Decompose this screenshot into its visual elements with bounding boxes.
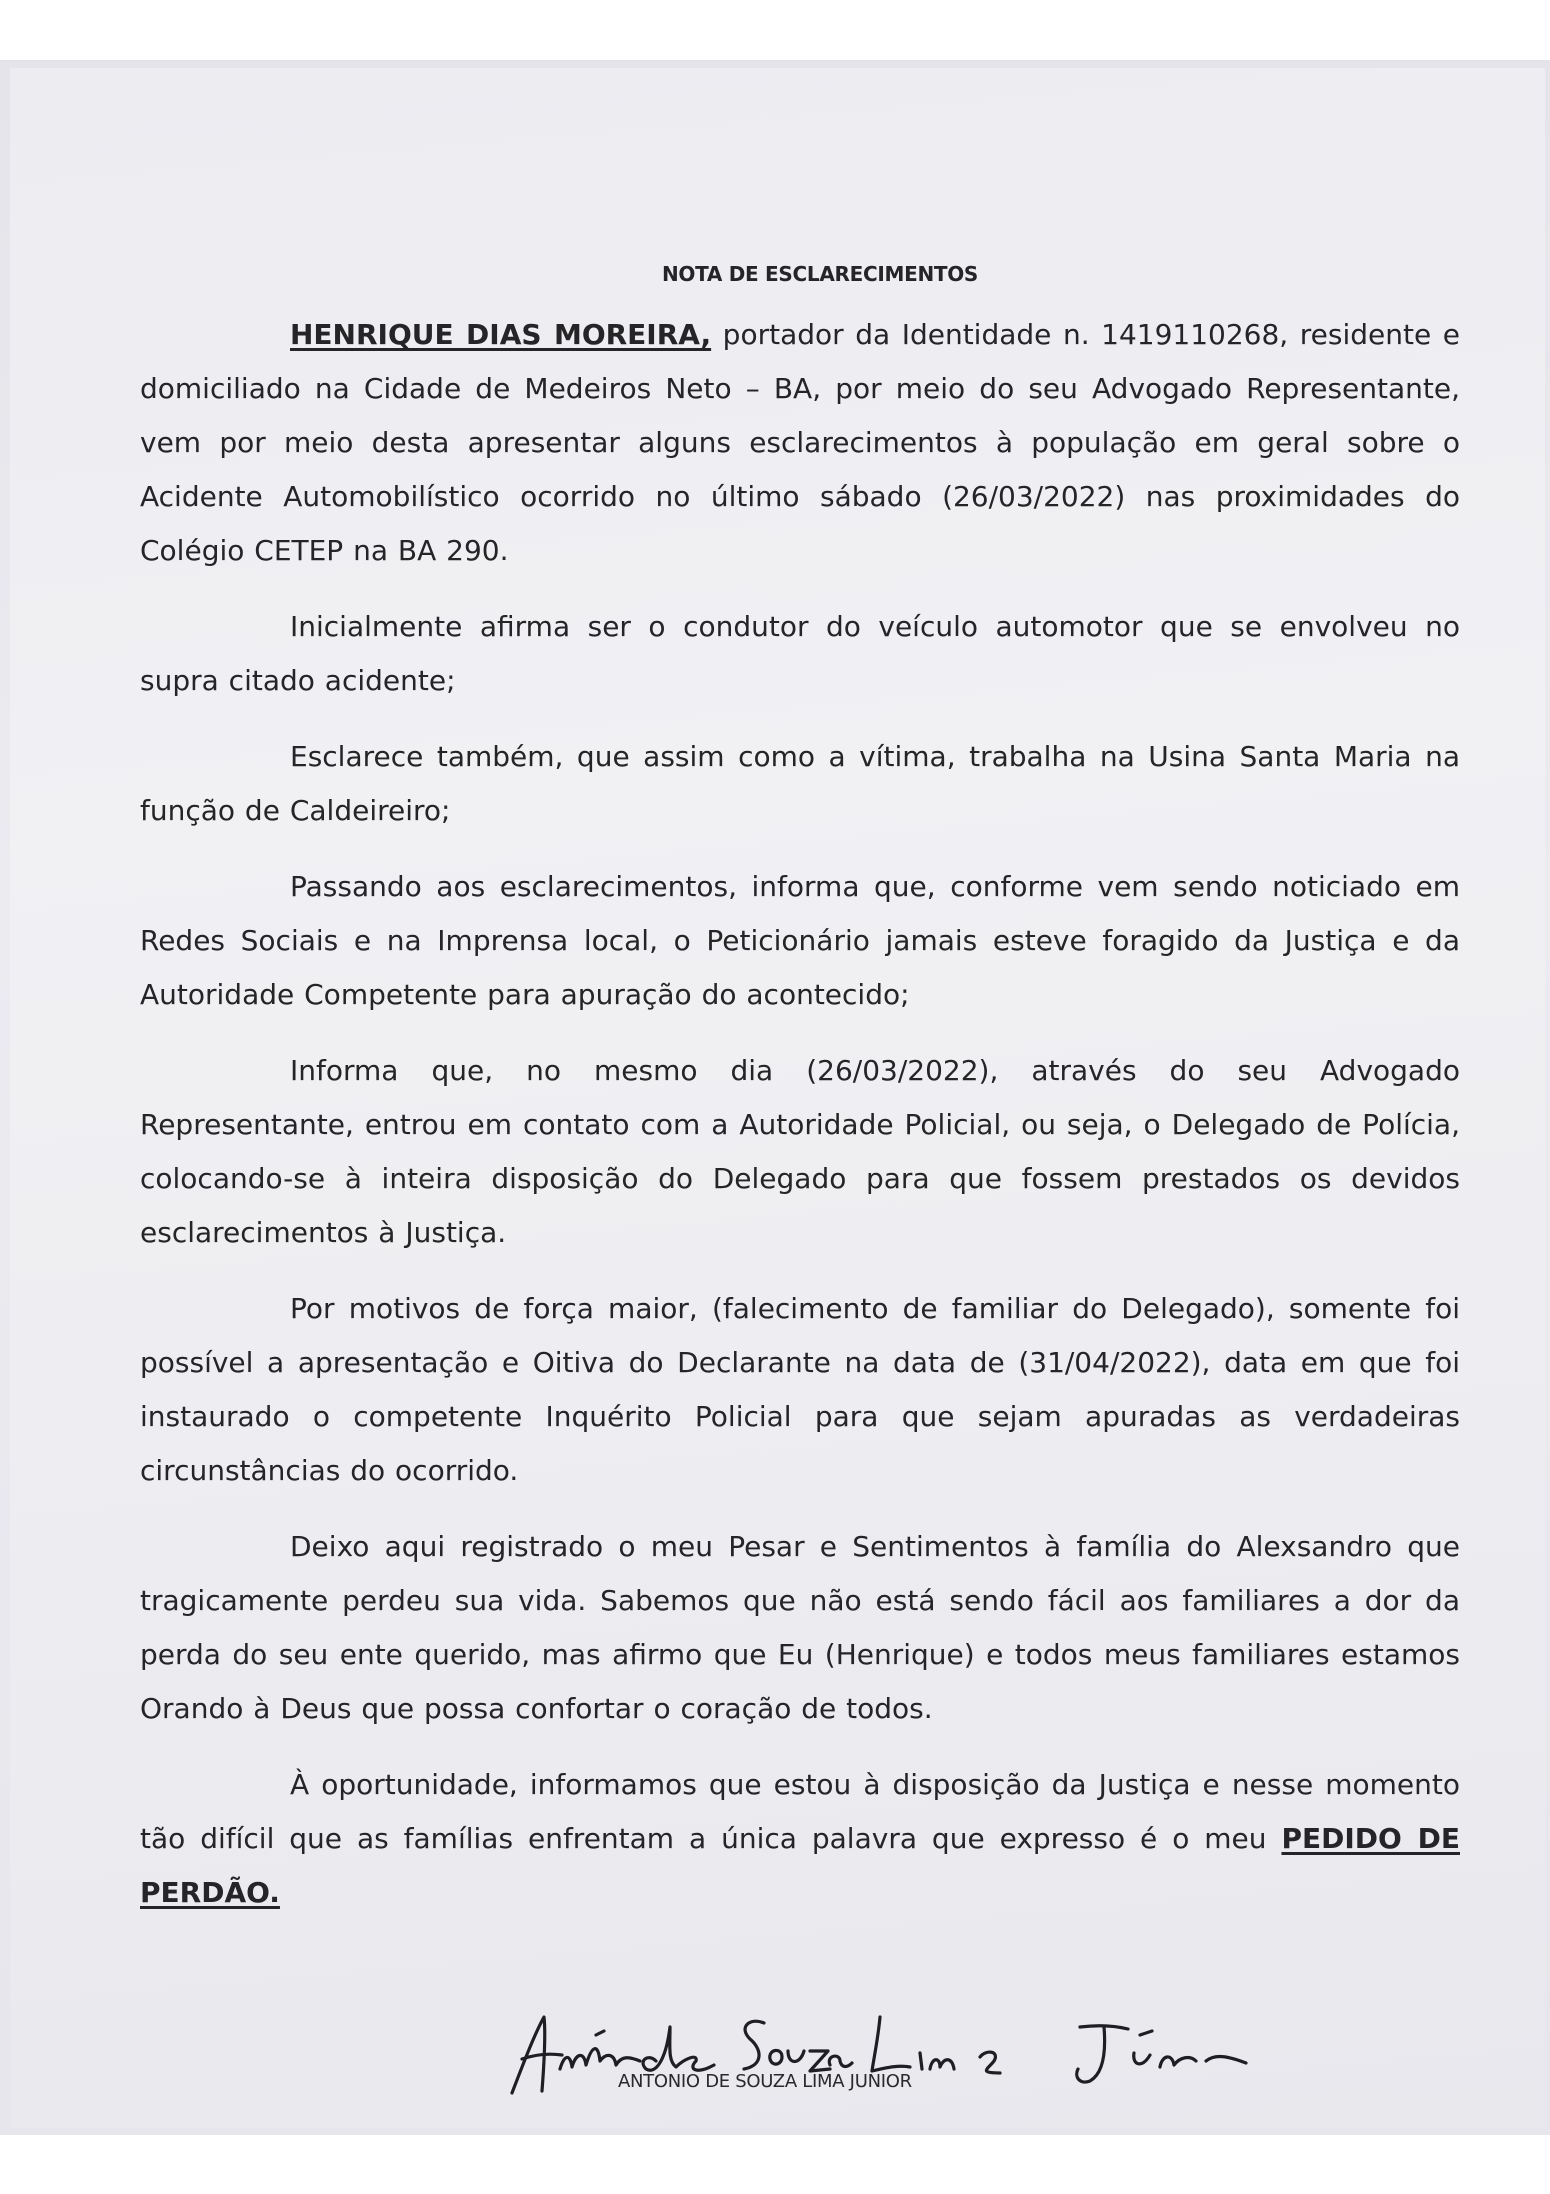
paragraph-pesar: Deixo aqui registrado o meu Pesar e Sentimentos à família do Alexsandro que tragicamente perdeu sua vida. Sabemos que não está sendo fácil aos familiares a dor da perda do seu ente querido, mas afirmo que Eu (Henrique) e todos meus familiares estamos Orando à Deus que possa confortar o coração de todos. xyxy=(140,1530,1460,1725)
pedido-de-perdao: PEDIDO DE PERDÃO. xyxy=(140,1822,1460,1909)
signer-printed-name: ANTONIO DE SOUZA LIMA JUNIOR xyxy=(618,2071,912,2092)
paragraph-trabalho: Esclarece também, que assim como a vítima, trabalha na Usina Santa Maria na função de Caldeireiro; xyxy=(140,740,1460,827)
document-body xyxy=(140,262,1460,1942)
declarant-name: HENRIQUE DIAS MOREIRA, xyxy=(290,318,712,351)
closing-paragraph xyxy=(140,1758,1460,1920)
signature-block xyxy=(500,1995,1300,2115)
document-title: NOTA DE ESCLARECIMENTOS xyxy=(661,262,979,286)
paragraph-contato-delegado: Informa que, no mesmo dia (26/03/2022), através do seu Advogado Representante, entrou em contato com a Autoridade Policial, ou seja, o Delegado de Polícia, colocando-se à inteira disposição do Delegado para que fossem prestados os devidos esclarecimentos à Justiça. xyxy=(140,1054,1460,1249)
intro-paragraph xyxy=(140,308,1460,578)
paragraph-esclarecimentos: Passando aos esclarecimentos, informa que, conforme vem sendo noticiado em Redes Sociais e na Imprensa local, o Peticionário jamais esteve foragido da Justiça e da Autoridade Competente para apuração do acontecido; xyxy=(140,870,1460,1011)
paragraph-condutor: Inicialmente afirma ser o condutor do veículo automotor que se envolveu no supra citado acidente; xyxy=(140,610,1460,697)
intro-text: portador da Identidade n. 1419110268, residente e domiciliado na Cidade de Medeiros Neto – BA, por meio do seu Advogado Representante, vem por meio desta apresentar alguns esclarecimentos à população em geral sobre o Acidente Automobilístico ocorrido no último sábado (26/03/2022) nas proximidades do Colégio CETEP na BA 290. xyxy=(140,318,1460,567)
closing-text: À oportunidade, informamos que estou à disposição da Justiça e nesse momento tão difícil que as famílias enfrentam a única palavra que expresso é o meu xyxy=(140,1768,1460,1855)
paragraph-oitiva: Por motivos de força maior, (falecimento de familiar do Delegado), somente foi possível a apresentação e Oitiva do Declarante na data de (31/04/2022), data em que foi instaurado o competente Inquérito Policial para que sejam apuradas as verdadeiras circunstâncias do ocorrido. xyxy=(140,1292,1460,1487)
